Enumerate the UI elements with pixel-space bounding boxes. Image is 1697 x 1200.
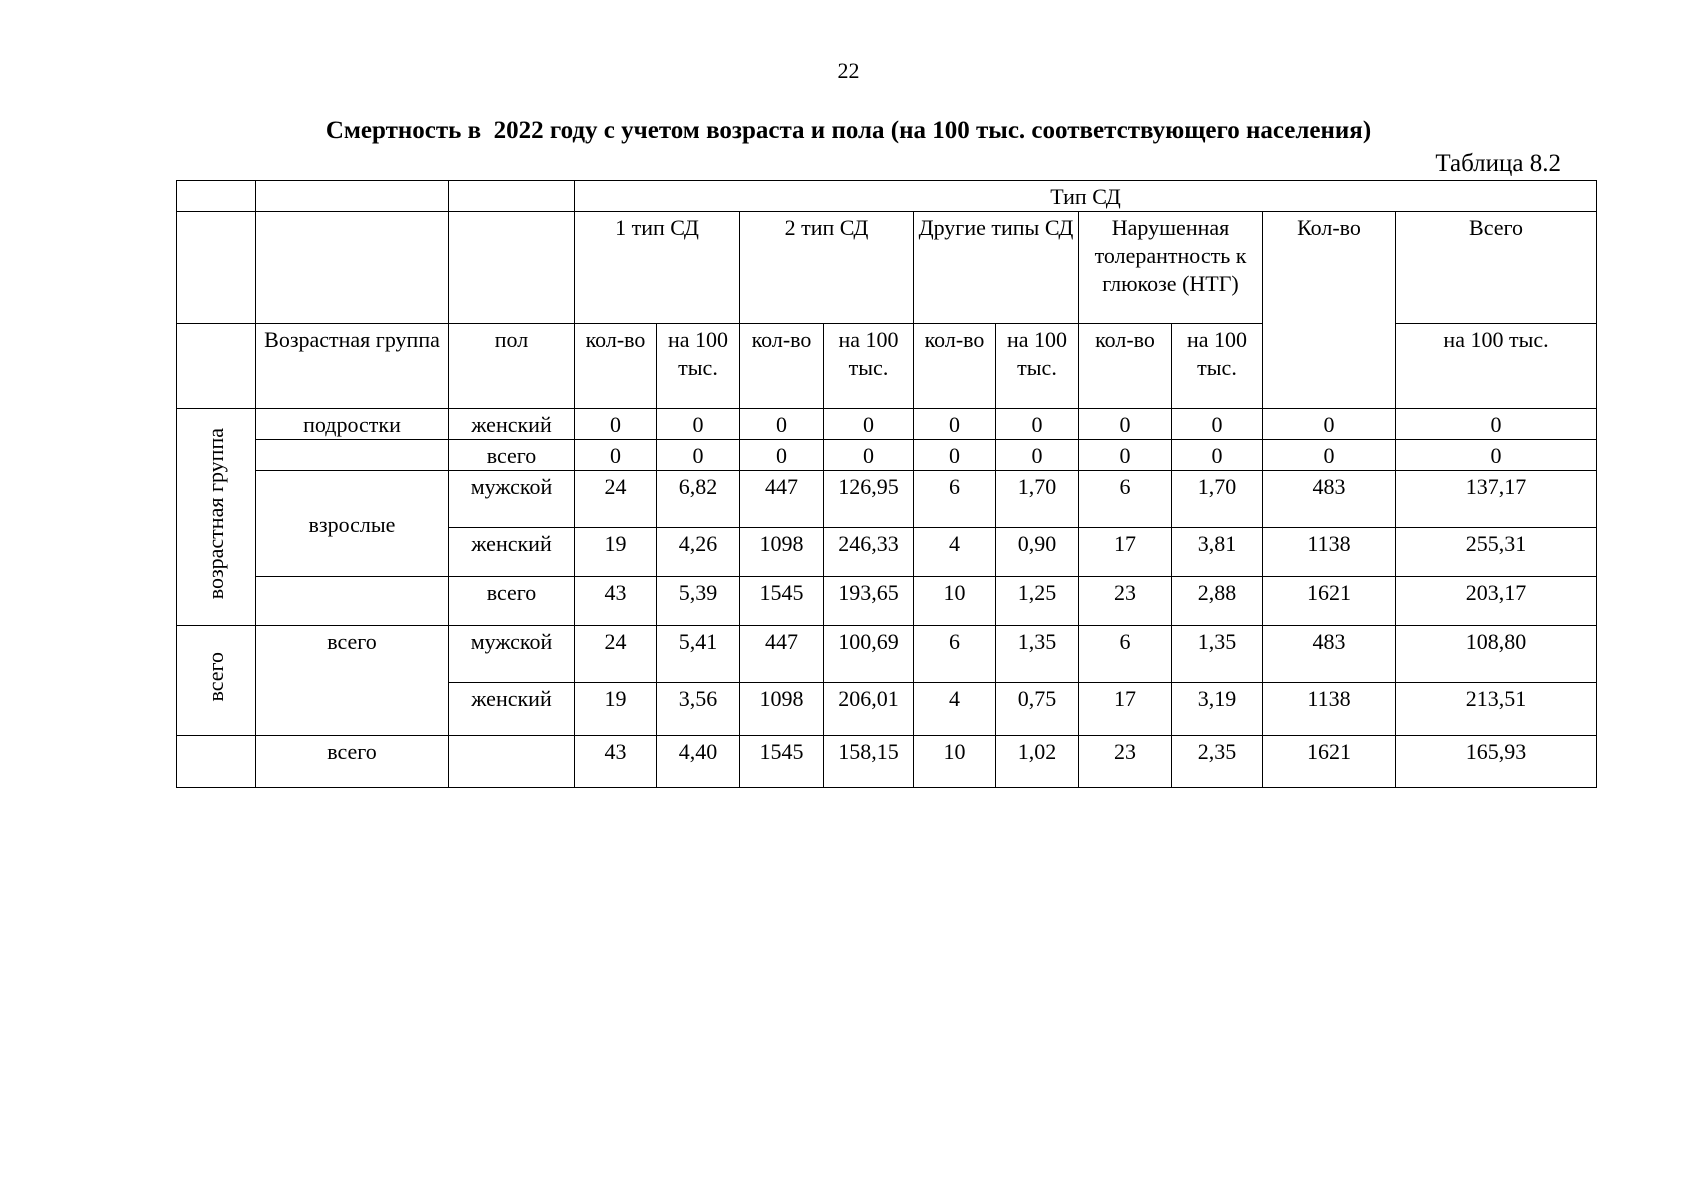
table-cell: 0 <box>1079 409 1172 440</box>
table-row <box>177 440 1597 471</box>
table-cell: 3,81 <box>1172 528 1263 577</box>
header-t1-count: кол-во <box>575 324 657 409</box>
table-cell: 193,65 <box>824 577 914 626</box>
table-cell: 1098 <box>740 528 824 577</box>
header-row-2 <box>177 212 1597 324</box>
page-number: 22 <box>837 58 860 83</box>
header-empty-cell <box>177 181 256 212</box>
table-cell: 137,17 <box>1396 471 1597 528</box>
header-empty-cell <box>177 324 256 409</box>
table-cell: 6 <box>914 471 996 528</box>
table-cell: 483 <box>1263 626 1396 683</box>
table-cell: 0,75 <box>996 683 1079 736</box>
table-cell: 4,26 <box>657 528 740 577</box>
header-t1-rate: на 100 тыс. <box>657 324 740 409</box>
table-cell: 3,19 <box>1172 683 1263 736</box>
table-cell: 0 <box>914 440 996 471</box>
table-cell: 24 <box>575 471 657 528</box>
row-group: подростки <box>256 409 449 440</box>
header-empty-cell <box>256 181 449 212</box>
row-sex: женский <box>449 683 575 736</box>
table-cell: 10 <box>914 736 996 788</box>
table-cell: 483 <box>1263 471 1396 528</box>
table-cell: 0 <box>1172 440 1263 471</box>
table-cell: 10 <box>914 577 996 626</box>
table-cell: 158,15 <box>824 736 914 788</box>
header-kolvo: Кол-во <box>1263 212 1396 409</box>
row-group <box>256 577 449 626</box>
header-other-types: Другие типы СД <box>914 212 1079 324</box>
mortality-table <box>176 180 1597 788</box>
header-empty-cell <box>256 212 449 324</box>
header-diabetes-type: Тип СД <box>575 181 1597 212</box>
table-cell: 100,69 <box>824 626 914 683</box>
header-type1: 1 тип СД <box>575 212 740 324</box>
table-cell: 0 <box>657 409 740 440</box>
table-row <box>177 626 1597 683</box>
row-sex: мужской <box>449 471 575 528</box>
table-cell: 0 <box>657 440 740 471</box>
table-cell: 0 <box>575 409 657 440</box>
table-cell: 255,31 <box>1396 528 1597 577</box>
header-vsego: Всего <box>1396 212 1597 324</box>
table-cell: 3,56 <box>657 683 740 736</box>
table-cell: 108,80 <box>1396 626 1597 683</box>
table-cell: 1,35 <box>996 626 1079 683</box>
row-sex: женский <box>449 528 575 577</box>
header-empty-cell <box>449 181 575 212</box>
table-cell: 0 <box>1263 440 1396 471</box>
table-cell: 0,90 <box>996 528 1079 577</box>
row-sex <box>449 736 575 788</box>
table-cell: 17 <box>1079 683 1172 736</box>
table-cell: 5,39 <box>657 577 740 626</box>
table-cell: 0 <box>824 409 914 440</box>
table-cell: 1,25 <box>996 577 1079 626</box>
table-row-total <box>177 736 1597 788</box>
table-cell: 2,35 <box>1172 736 1263 788</box>
table-cell: 1,70 <box>1172 471 1263 528</box>
table-cell: 24 <box>575 626 657 683</box>
row-group: всего <box>256 736 449 788</box>
header-row-1 <box>177 181 1597 212</box>
table-cell: 6 <box>1079 471 1172 528</box>
side-label-age-group <box>177 409 256 626</box>
table-cell: 1,02 <box>996 736 1079 788</box>
row-sex: всего <box>449 577 575 626</box>
document-title: Смертность в 2022 году с учетом возраста и пола (на 100 тыс. соответствующего населения) <box>325 117 1372 144</box>
table-cell: 1138 <box>1263 528 1396 577</box>
table-cell: 0 <box>740 409 824 440</box>
table-cell: 4 <box>914 683 996 736</box>
header-other-rate: на 100 тыс. <box>996 324 1079 409</box>
header-ntg-count: кол-во <box>1079 324 1172 409</box>
table-caption: Таблица 8.2 <box>1435 150 1561 177</box>
table-cell: 0 <box>1079 440 1172 471</box>
side-label-total <box>177 626 256 736</box>
table-cell: 0 <box>914 409 996 440</box>
table-cell: 447 <box>740 471 824 528</box>
table-cell: 4 <box>914 528 996 577</box>
table-cell: 0 <box>1396 440 1597 471</box>
table-cell: 1621 <box>1263 736 1396 788</box>
side-label-total-text: всего <box>203 652 228 702</box>
table-row <box>177 409 1597 440</box>
header-ntg-rate: на 100 тыс. <box>1172 324 1263 409</box>
table-cell: 0 <box>996 440 1079 471</box>
header-empty-cell <box>177 212 256 324</box>
table-cell: 0 <box>1396 409 1597 440</box>
table-cell: 6 <box>914 626 996 683</box>
row-group: всего <box>256 626 449 736</box>
table-cell: 1545 <box>740 577 824 626</box>
table-cell: 447 <box>740 626 824 683</box>
header-total-rate: на 100 тыс. <box>1396 324 1597 409</box>
table-cell: 0 <box>1172 409 1263 440</box>
header-t2-rate: на 100 тыс. <box>824 324 914 409</box>
row-group <box>256 440 449 471</box>
table-cell: 165,93 <box>1396 736 1597 788</box>
row-sex: всего <box>449 440 575 471</box>
table-cell: 6,82 <box>657 471 740 528</box>
table-cell: 1,35 <box>1172 626 1263 683</box>
header-age-group: Возрастная группа <box>256 324 449 409</box>
table-cell: 17 <box>1079 528 1172 577</box>
table-cell: 1098 <box>740 683 824 736</box>
table-cell: 4,40 <box>657 736 740 788</box>
table-row <box>177 577 1597 626</box>
table-cell: 0 <box>1263 409 1396 440</box>
table-cell: 126,95 <box>824 471 914 528</box>
table-cell: 206,01 <box>824 683 914 736</box>
side-label-age-group-text: возрастная группа <box>203 427 228 600</box>
table-cell: 19 <box>575 528 657 577</box>
table-cell: 2,88 <box>1172 577 1263 626</box>
table-cell: 0 <box>575 440 657 471</box>
row-group: взрослые <box>256 471 449 577</box>
table-cell: 203,17 <box>1396 577 1597 626</box>
row-sex: женский <box>449 409 575 440</box>
table-cell: 213,51 <box>1396 683 1597 736</box>
table-cell: 5,41 <box>657 626 740 683</box>
header-type2: 2 тип СД <box>740 212 914 324</box>
header-empty-cell <box>449 212 575 324</box>
empty-cell <box>177 736 256 788</box>
table-cell: 0 <box>740 440 824 471</box>
table-cell: 43 <box>575 736 657 788</box>
table-cell: 0 <box>824 440 914 471</box>
table-cell: 19 <box>575 683 657 736</box>
table-cell: 0 <box>996 409 1079 440</box>
table-cell: 1138 <box>1263 683 1396 736</box>
table-cell: 23 <box>1079 736 1172 788</box>
table-row <box>177 471 1597 528</box>
table-cell: 1621 <box>1263 577 1396 626</box>
table-cell: 246,33 <box>824 528 914 577</box>
table-cell: 6 <box>1079 626 1172 683</box>
table-cell: 23 <box>1079 577 1172 626</box>
table-cell: 43 <box>575 577 657 626</box>
table-cell: 1,70 <box>996 471 1079 528</box>
row-sex: мужской <box>449 626 575 683</box>
table-cell: 1545 <box>740 736 824 788</box>
header-t2-count: кол-во <box>740 324 824 409</box>
header-ntg: Нарушенная толерантность к глюкозе (НТГ) <box>1079 212 1263 324</box>
header-other-count: кол-во <box>914 324 996 409</box>
header-sex: пол <box>449 324 575 409</box>
